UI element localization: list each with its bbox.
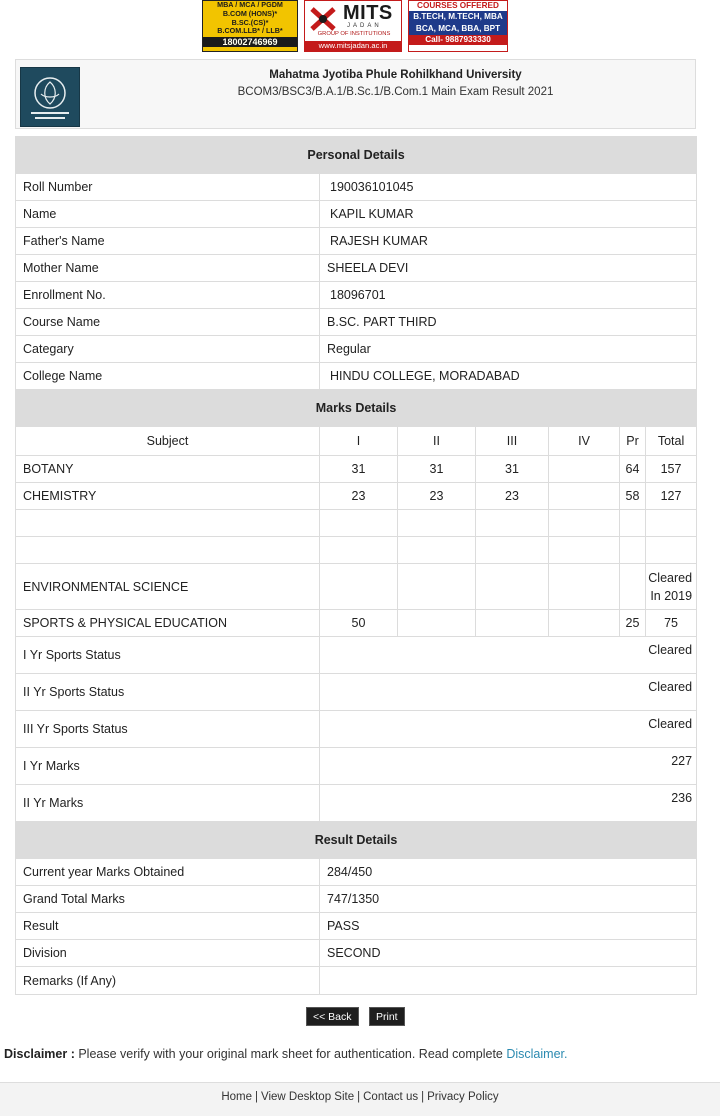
- enrollment-value: 18096701: [320, 282, 697, 309]
- mark-ii: 31: [398, 456, 476, 483]
- table-row: [16, 748, 697, 785]
- mark-i: [320, 537, 398, 564]
- result-details-heading: Result Details: [16, 822, 697, 859]
- table-row: [16, 537, 697, 564]
- result-label: Remarks (If Any): [16, 967, 320, 995]
- status-value: Cleared: [320, 674, 697, 711]
- mark-ii: [398, 610, 476, 637]
- table-row: [16, 510, 697, 537]
- mark-iii: [476, 510, 549, 537]
- footer-separator: |: [255, 1091, 258, 1103]
- table-row: [16, 940, 697, 967]
- mark-ii: [398, 537, 476, 564]
- marks-header-row: [16, 427, 697, 456]
- mark-i: [320, 510, 398, 537]
- ad1-line: B.COM (HONS)*: [222, 8, 278, 18]
- footer: [0, 1082, 720, 1116]
- mits-logo-icon: [308, 5, 338, 33]
- table-row: [16, 255, 697, 282]
- ad1-line: B.SC.(CS)*: [231, 17, 269, 27]
- col-i: I: [320, 427, 398, 456]
- course-name-value: B.SC. PART THIRD: [320, 309, 697, 336]
- university-emblem-icon: [20, 67, 80, 127]
- result-value: [320, 967, 697, 995]
- subject-name: [16, 537, 320, 564]
- ad2-brand: MITS: [343, 2, 393, 24]
- university-header: [15, 59, 696, 129]
- disclaimer: [4, 1047, 716, 1061]
- back-button[interactable]: << Back: [306, 1007, 359, 1026]
- col-iii: III: [476, 427, 549, 456]
- mark-total: 157: [646, 456, 697, 483]
- ad1-phone: 18002746969: [203, 37, 297, 47]
- ad3-heading: COURSES OFFERED: [417, 1, 499, 10]
- status-value: 227: [320, 748, 697, 785]
- ad2-sub: JADAN: [347, 23, 382, 29]
- result-label: Division: [16, 940, 320, 967]
- mark-pr: 58: [620, 483, 646, 510]
- mark-iii: [476, 537, 549, 564]
- result-value: 284/450: [320, 859, 697, 886]
- name-label: Name: [16, 201, 320, 228]
- mark-ii: [398, 510, 476, 537]
- roll-number-value: 190036101045: [320, 174, 697, 201]
- mark-pr: [620, 537, 646, 564]
- ad3-line: BCA, MCA, BBA, BPT: [409, 23, 507, 35]
- table-row: [16, 913, 697, 940]
- result-label: Current year Marks Obtained: [16, 859, 320, 886]
- footer-privacy-link[interactable]: Privacy Policy: [427, 1091, 499, 1103]
- mark-ii: [398, 564, 476, 610]
- exam-title: BCOM3/BSC3/B.A.1/B.Sc.1/B.Com.1 Main Exam Result 2021: [237, 86, 554, 98]
- mother-name-value: SHEELA DEVI: [320, 255, 697, 282]
- col-subject: Subject: [16, 427, 320, 456]
- father-name-value: RAJESH KUMAR: [320, 228, 697, 255]
- table-row: [16, 610, 697, 637]
- mark-total: Cleared In 2019: [646, 564, 697, 610]
- mark-iv: [549, 610, 620, 637]
- ad2-group: GROUP OF INSTITUTIONS: [317, 31, 391, 37]
- mark-total: [646, 510, 697, 537]
- ad-banner[interactable]: [200, 0, 510, 52]
- table-row: [16, 228, 697, 255]
- status-value: Cleared: [320, 711, 697, 748]
- mark-iv: [549, 564, 620, 610]
- ad-courses-offered[interactable]: [408, 0, 508, 52]
- disclaimer-link[interactable]: Disclaimer.: [506, 1047, 568, 1061]
- result-label: Result: [16, 913, 320, 940]
- mark-iii: 31: [476, 456, 549, 483]
- print-button[interactable]: Print: [369, 1007, 405, 1026]
- personal-details-heading: Personal Details: [16, 137, 697, 174]
- mark-iii: [476, 564, 549, 610]
- mark-pr: [620, 564, 646, 610]
- subject-name: ENVIRONMENTAL SCIENCE: [16, 564, 320, 610]
- result-value: PASS: [320, 913, 697, 940]
- subject-name: BOTANY: [16, 456, 320, 483]
- result-value: SECOND: [320, 940, 697, 967]
- table-row: [16, 456, 697, 483]
- status-label: II Yr Sports Status: [16, 674, 320, 711]
- mark-pr: [620, 510, 646, 537]
- table-row: [16, 336, 697, 363]
- mark-i: [320, 564, 398, 610]
- mark-i: 31: [320, 456, 398, 483]
- father-name-label: Father's Name: [16, 228, 320, 255]
- col-pr: Pr: [620, 427, 646, 456]
- table-row: [16, 282, 697, 309]
- mark-total: 75: [646, 610, 697, 637]
- mark-iv: [549, 537, 620, 564]
- mother-name-label: Mother Name: [16, 255, 320, 282]
- table-row: [16, 483, 697, 510]
- marks-details-heading: Marks Details: [16, 390, 697, 427]
- category-value: Regular: [320, 336, 697, 363]
- roll-number-label: Roll Number: [16, 174, 320, 201]
- subject-name: CHEMISTRY: [16, 483, 320, 510]
- ad1-line: B.COM.LLB* / LLB*: [217, 26, 283, 36]
- table-row: [16, 785, 697, 822]
- result-table: [15, 136, 697, 995]
- subject-name: SPORTS & PHYSICAL EDUCATION: [16, 610, 320, 637]
- table-row: [16, 174, 697, 201]
- mark-ii: 23: [398, 483, 476, 510]
- category-label: Categary: [16, 336, 320, 363]
- mark-total: [646, 537, 697, 564]
- table-row: [16, 564, 697, 610]
- action-buttons: [0, 1007, 720, 1027]
- ad1-line: MBA / MCA / PGDM: [217, 0, 283, 9]
- mark-i: 23: [320, 483, 398, 510]
- status-label: II Yr Marks: [16, 785, 320, 822]
- col-iv: IV: [549, 427, 620, 456]
- footer-separator: |: [357, 1091, 361, 1103]
- disclaimer-label: Disclaimer :: [4, 1047, 75, 1061]
- table-row: [16, 637, 697, 674]
- table-row: [16, 711, 697, 748]
- table-row: [16, 886, 697, 913]
- status-label: III Yr Sports Status: [16, 711, 320, 748]
- name-value: KAPIL KUMAR: [320, 201, 697, 228]
- mark-iv: [549, 483, 620, 510]
- mark-total: 127: [646, 483, 697, 510]
- college-name-value: HINDU COLLEGE, MORADABAD: [320, 363, 697, 390]
- subject-name: [16, 510, 320, 537]
- mark-iii: [476, 610, 549, 637]
- footer-contact-link[interactable]: Contact us: [363, 1091, 419, 1103]
- university-name: Mahatma Jyotiba Phule Rohilkhand University: [269, 69, 522, 81]
- ad2-website: www.mitsjadan.ac.in: [305, 41, 401, 51]
- mark-iv: [549, 456, 620, 483]
- col-total: Total: [646, 427, 697, 456]
- status-value: 236: [320, 785, 697, 822]
- mark-pr: 64: [620, 456, 646, 483]
- course-name-label: Course Name: [16, 309, 320, 336]
- footer-desktop-link[interactable]: View Desktop Site: [261, 1091, 355, 1103]
- ad-mits[interactable]: [304, 0, 402, 52]
- table-row: [16, 201, 697, 228]
- mark-iii: 23: [476, 483, 549, 510]
- footer-separator: |: [421, 1091, 425, 1103]
- footer-home-link[interactable]: Home: [221, 1091, 252, 1103]
- status-label: I Yr Sports Status: [16, 637, 320, 674]
- table-row: [16, 363, 697, 390]
- mark-iv: [549, 510, 620, 537]
- ad-courses-phone[interactable]: [202, 0, 298, 52]
- result-table-wrap: [15, 136, 696, 995]
- status-value: Cleared: [320, 637, 697, 674]
- enrollment-label: Enrollment No.: [16, 282, 320, 309]
- ad3-line: B.TECH, M.TECH, MBA: [409, 11, 507, 23]
- table-row: [16, 967, 697, 995]
- col-ii: II: [398, 427, 476, 456]
- disclaimer-text: Please verify with your original mark sheet for authentication. Read complete: [74, 1047, 507, 1061]
- college-name-label: College Name: [16, 363, 320, 390]
- result-label: Grand Total Marks: [16, 886, 320, 913]
- mark-i: 50: [320, 610, 398, 637]
- table-row: [16, 674, 697, 711]
- result-value: 747/1350: [320, 886, 697, 913]
- mark-pr: 25: [620, 610, 646, 637]
- status-label: I Yr Marks: [16, 748, 320, 785]
- table-row: [16, 859, 697, 886]
- table-row: [16, 309, 697, 336]
- ad3-call: Call- 9887933330: [409, 35, 507, 45]
